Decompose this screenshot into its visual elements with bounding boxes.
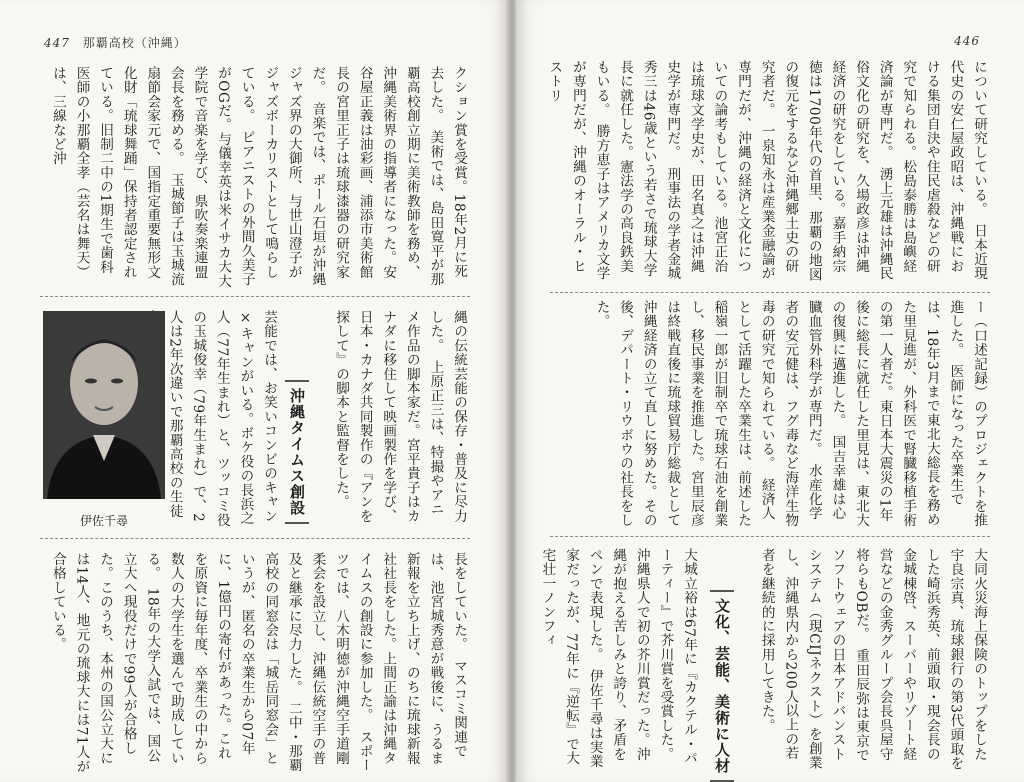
left-side-text: 芸能では、お笑いコンビのキャン×キャンがいる。ボケ役の長浜之人（77年生まれ）と、ツッコミ役の玉城俊幸（79年生まれ）で、2人は2年次違いで那覇高校の生徒 [166,310,277,528]
left-running-title: 那覇高校（沖縄） [82,36,187,50]
right-page-number: 446 [954,34,980,48]
right-bottom-text: 大同火災海上保険のトップをした宇良宗真、琉球銀行の第3代頭取をした崎浜秀英、前頭取・現会長の金城棟啓、スーパーやリゾート経営などの金秀グループ会長呉屋守将らもOBだ。 重田辰弥は東京でソフトウェアの日本アドバンストシステム（現CIJネクスト）を創業し、沖縄県内から200人以上の若者を継続的に採用してきた。 [758,548,987,771]
right-middle-text: ー（口述記録）のプロジェクトを推進した。 医師になった卒業生では、18年3月まで東北大総長を務めた里見進が、外科医で腎臓移植手術の第一人者だ。東日本大震災の1年後に総長に就任した里見は、東北大の復興に邁進した。 国吉幸雄は心臓血管外科学が専門だ。 水産化学者の安元健は、フグ毒など海洋生物毒の研究で知られている。 経済人として活躍した卒業生は、前述した稲嶺一郎が旧制卒で琉球石油を創業し、移民事業を推進した。宮里辰彦は終戦直後に琉球貿易庁総裁として沖縄経済の立て直しに努めた。その後、デパート・リウボウの社長をした。 [593,300,987,528]
left-running-head [44,34,187,51]
photo-caption: 伊佐千尋 [79,514,128,528]
section-heading-culture: 文化、芸能、美術に人材 [710,590,734,782]
left-separator-2 [40,538,470,539]
right-separator-1 [550,292,990,293]
left-separator-1 [40,296,470,297]
portrait-photo [43,311,165,499]
left-bottom-text: 長をしていた。 マスコミ関連では、池宮城秀意が戦後に、うるま新報を立ち上げ、のちに琉球新報社社長をした。上間正諭は沖縄タイムスの創設に参加した。 スポーツでは、八木明徳が沖縄空手道剛柔会を設立し、沖縄伝統空手の普及と継承に尽力した。 二中・那覇高校の同窓会は「城岳同窓会」というが、匿名の卒業生から07年に、1億円の寄付があった。これを原資に毎年度、卒業生の中から数人の大学生を選んで助成している。 18年の大学入試では、国公立大へ現役だけで99人が合格した。このうち、本州の国公立大には14人、地元の琉球大には71人が合格している。 [49,552,467,774]
left-middle-text: 縄の伝統芸能の保存・普及に尽力した。 上原正三は、特撮やアニメ作品の脚本家だ。宮平貴子はカナダに移住して映画製作を学び、日本・カナダ共同製作の『アンを探して』の脚本と監督をした。 [333,310,467,523]
right-running-head [954,34,988,48]
left-page [0,0,508,782]
right-page [516,0,1024,782]
right-bottom-text-2: 大城立裕は67年に『カクテル・パーティー』で芥川賞を受賞した。沖縄県人で初の芥川賞だった。沖縄が抱える苦しみと誇り、矛盾をペンで表現した。 伊佐千尋は実業家だったが、77年に『逆転』で大宅壮一ノンフィ [539,548,697,769]
right-top-text: について研究している。 日本近現代史の安仁屋政昭は、沖縄戦における集団自決や住民虐殺などの研究で知られる。松島泰勝は島嶼経済論が専門だ。 湧上元雄は沖縄民俗文化の研究を、久場政彦は沖縄経済の研究をしている。嘉手納宗徳は1700年代の首里、那覇の地図の復元をするなど沖縄郷土史の研究者だ。 一泉知永は産業金融論が専門だが、沖縄の経済と文化についての論考もしている。池宮正治は琉球文学史が、田名真之は沖縄史学が専門だ。 刑事法の学者金城秀三は46歳という若さで琉球大学長に就任した。憲法学の高良鉄美もいる。 勝方恵子はアメリカ文学が専門だが、沖縄のオーラル・ヒストリ [546,60,987,282]
left-top-text: クション賞を受賞。18年2月に死去した。 美術では、島田寛平が那覇高校創立期に美術教師を務め、沖縄美術界の指導者になった。安谷屋正義は油彩画、浦添市美術館長の宮里正子は琉球漆器の研究家だ。 音楽では、ポール石垣が沖縄ジャズ界の大御所、与世山澄子がジャズボーカリストとして鳴らしている。 ピアニストの外間久美子がOGだ。与儀幸英は米イサカ大大学院で音楽を学び、県吹奏楽連盟会長を務める。 玉城節子は玉城流扇節会家元で、国指定重要無形文化財「琉球舞踊」保持者認定されている。旧制二中の1期生で歯科医師の小那覇全孝（芸名は舞天）は、三線など沖 [49,66,467,289]
right-separator-2 [550,536,990,537]
portrait-image [43,311,165,499]
left-page-number: 447 [44,36,70,50]
section-heading-okinawa-times: 沖縄タイムス創設 [285,380,309,524]
